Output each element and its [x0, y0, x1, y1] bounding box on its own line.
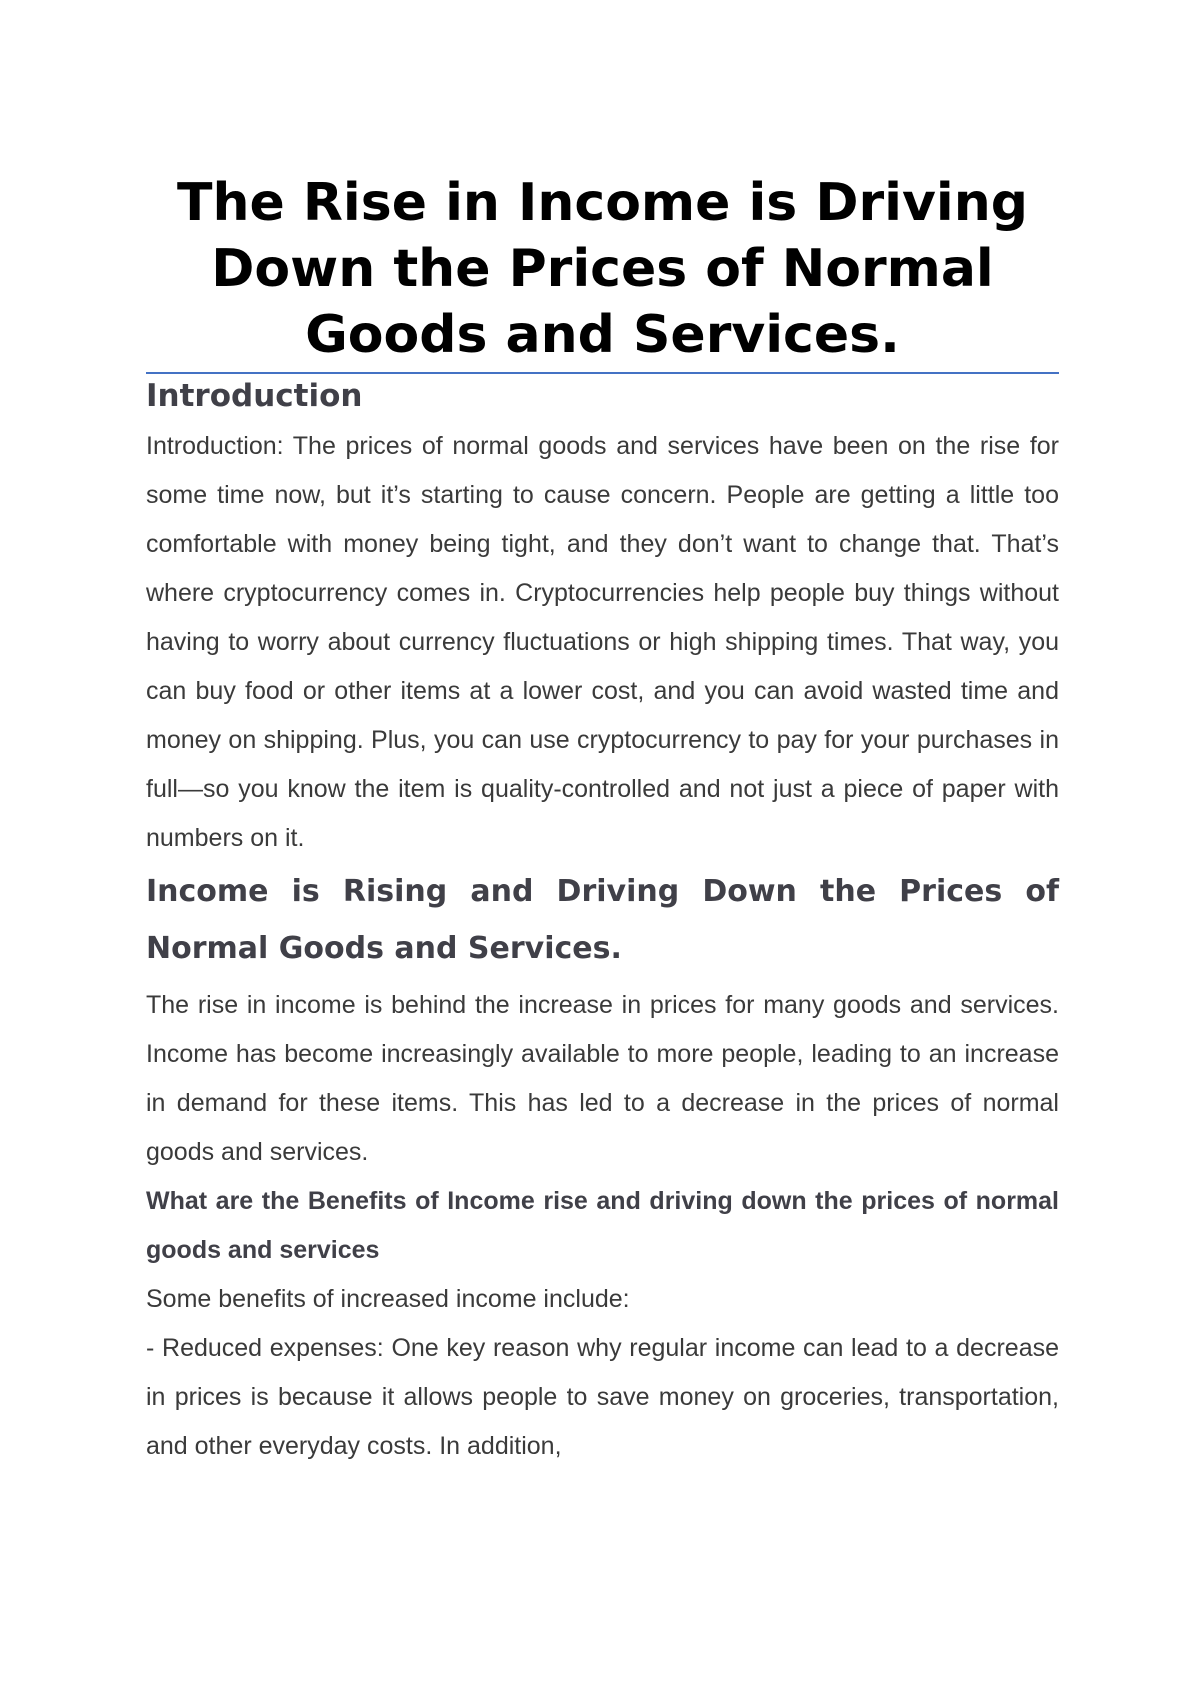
benefits-list-item: - Reduced expenses: One key reason why regular income can lead to a decrease in prices is because it allows people to save money on groceries, transportation, and other everyday costs. In addition, — [146, 1334, 1059, 1460]
document-page — [146, 170, 1059, 1471]
benefits-intro-paragraph: Some benefits of increased income include: — [146, 1285, 630, 1313]
introduction-paragraph: Introduction: The prices of normal goods and services have been on the rise for some time now, but it’s starting to cause concern. People are getting a little too comfortable with money being tight, and they don’t want to change that. That’s where cryptocurrency comes in. Cryptocurrencies help people buy things without having to worry about currency fluctuations or high shipping times. That way, you can buy food or other items at a lower cost, and you can avoid wasted time and money on shipping. Plus, you can use cryptocurrency to pay for your purchases in full—so you know the item is quality-controlled and not just a piece of paper with numbers on it. — [146, 432, 1059, 852]
benefits-heading: What are the Benefits of Income rise and driving down the prices of normal goods and services — [146, 1187, 1059, 1264]
income-rising-heading: Income is Rising and Driving Down the Prices of Normal Goods and Services. — [146, 874, 1059, 966]
income-rising-paragraph: The rise in income is behind the increase in prices for many goods and services. Income has become increasingly available to more people, leading to an increase in demand for these items. This has led to a decrease in the prices of normal goods and services. — [146, 991, 1059, 1166]
introduction-heading: Introduction — [146, 378, 363, 414]
document-title: The Rise in Income is Driving Down the Prices of Normal Goods and Services. — [146, 170, 1059, 374]
